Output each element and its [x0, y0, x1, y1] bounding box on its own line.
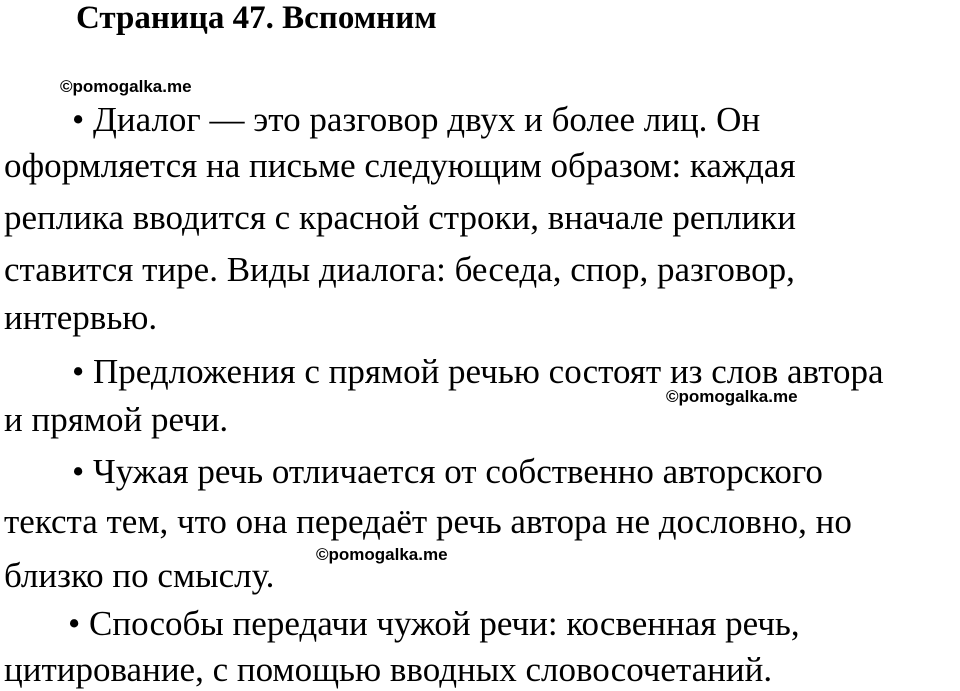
paragraph-line: цитирование, с помощью вводных словосочетаний.	[4, 650, 773, 689]
paragraph-line: текста тем, что она передаёт речь автора не дословно, но	[4, 502, 852, 541]
paragraph-line: и прямой речи.	[4, 400, 229, 439]
page-title: Страница 47. Вспомним	[76, 0, 437, 36]
paragraph-line: интервью.	[4, 298, 158, 337]
paragraph-line: • Чужая речь отличается от собственно авторского	[72, 452, 823, 491]
paragraph-line: оформляется на письме следующим образом: каждая	[4, 146, 796, 185]
paragraph-line: реплика вводится с красной строки, вначале реплики	[4, 198, 797, 237]
watermark: ©pomogalka.me	[316, 545, 448, 564]
watermark: ©pomogalka.me	[666, 387, 798, 406]
watermark: ©pomogalka.me	[60, 77, 192, 96]
paragraph-line: близко по смыслу.	[4, 556, 275, 595]
paragraph-line: ставится тире. Виды диалога: беседа, спор, разговор,	[4, 250, 795, 289]
paragraph-line: • Предложения с прямой речью состоят из слов автора	[72, 352, 884, 391]
paragraph-line: • Способы передачи чужой речи: косвенная речь,	[68, 604, 800, 643]
paragraph-line: • Диалог — это разговор двух и более лиц. Он	[72, 100, 761, 139]
